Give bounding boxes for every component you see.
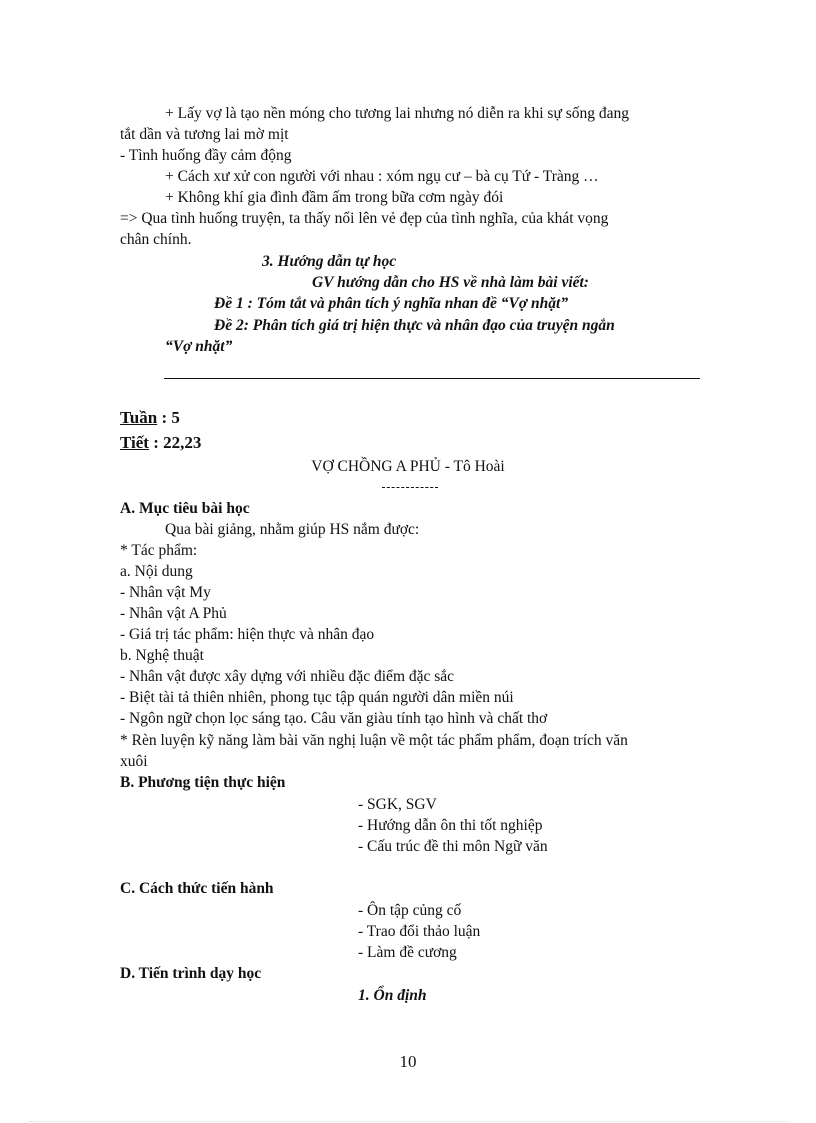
text-line: + Cách xư xử con người với nhau : xóm ngụ cư – bà cụ Tứ - Tràng … [165, 168, 599, 185]
text-line: + Lấy vợ là tạo nền móng cho tương lai nhưng nó diễn ra khi sự sống đang [165, 105, 630, 122]
section-a-line: * Rèn luyện kỹ năng làm bài văn nghị luận về một tác phẩm phẩm, đoạn trích văn [120, 732, 628, 749]
text-line: tắt dần và tương lai mờ mịt [120, 126, 289, 143]
section-a-line: xuôi [120, 753, 148, 770]
lesson-title: VỢ CHỒNG A PHỦ - Tô Hoài [311, 458, 505, 475]
section-b-item: - SGK, SGV [358, 796, 437, 813]
section-a-line: - Ngôn ngữ chọn lọc sáng tạo. Câu văn giàu tính tạo hình và chất thơ [120, 710, 548, 727]
text-line: + Không khí gia đình đầm ấm trong bữa cơm ngày đói [165, 189, 504, 206]
period-label: Tiết [120, 433, 149, 452]
section-a-heading: A. Mục tiêu bài học [120, 500, 250, 517]
section-b-item: - Cấu trúc đề thi môn Ngữ văn [358, 838, 548, 855]
page-bottom-edge [30, 1121, 786, 1122]
text-line: => Qua tình huống truyện, ta thấy nổi lên vẻ đẹp của tình nghĩa, của khát vọng [120, 210, 609, 227]
selfstudy-intro: GV hướng dẫn cho HS về nhà làm bài viết: [312, 274, 589, 291]
selfstudy-heading: 3. Hướng dẫn tự học [262, 253, 397, 270]
page-number: 10 [399, 1052, 417, 1071]
section-c-heading: C. Cách thức tiến hành [120, 880, 274, 897]
week-label: Tuần [120, 408, 158, 427]
week-value: : 5 [161, 408, 180, 427]
section-a-line: - Giá trị tác phẩm: hiện thực và nhân đạo [120, 626, 375, 643]
week-line [120, 408, 180, 428]
section-b-heading: B. Phương tiện thực hiện [120, 774, 286, 791]
section-c-item: - Làm đề cương [358, 944, 457, 961]
topic-2: Đề 2: Phân tích giá trị hiện thực và nhân đạo của truyện ngắn [214, 317, 615, 334]
section-a-line: * Tác phẩm: [120, 542, 198, 559]
section-a-line: - Biệt tài tả thiên nhiên, phong tục tập quán người dân miền núi [120, 689, 514, 706]
section-a-line: Qua bài giảng, nhằm giúp HS nắm được: [165, 521, 420, 538]
section-d-heading: D. Tiến trình dạy học [120, 965, 262, 982]
section-c-item: - Trao đổi thảo luận [358, 923, 481, 940]
section-c-item: - Ôn tập củng cố [358, 902, 462, 919]
text-line: chân chính. [120, 231, 192, 248]
text-line: - Tình huống đầy cảm động [120, 147, 292, 164]
section-d-sub: 1. Ổn định [358, 987, 427, 1004]
section-a-line: - Nhân vật A Phủ [120, 605, 227, 622]
section-b-item: - Hướng dẫn ôn thi tốt nghiệp [358, 817, 543, 834]
title-dash-decoration [382, 487, 438, 488]
topic-1: Đề 1 : Tóm tắt và phân tích ý nghĩa nhan đề “Vợ nhặt” [214, 295, 569, 312]
section-a-line: - Nhân vật được xây dựng với nhiều đặc điểm đặc sắc [120, 668, 455, 685]
section-a-line: b. Nghệ thuật [120, 647, 204, 664]
section-a-line: a. Nội dung [120, 563, 193, 580]
topic-2-continued: “Vợ nhặt” [165, 338, 233, 355]
period-value: : 22,23 [153, 433, 202, 452]
period-line [120, 433, 201, 453]
section-a-line: - Nhân vật My [120, 584, 211, 601]
separator-line [164, 378, 700, 379]
